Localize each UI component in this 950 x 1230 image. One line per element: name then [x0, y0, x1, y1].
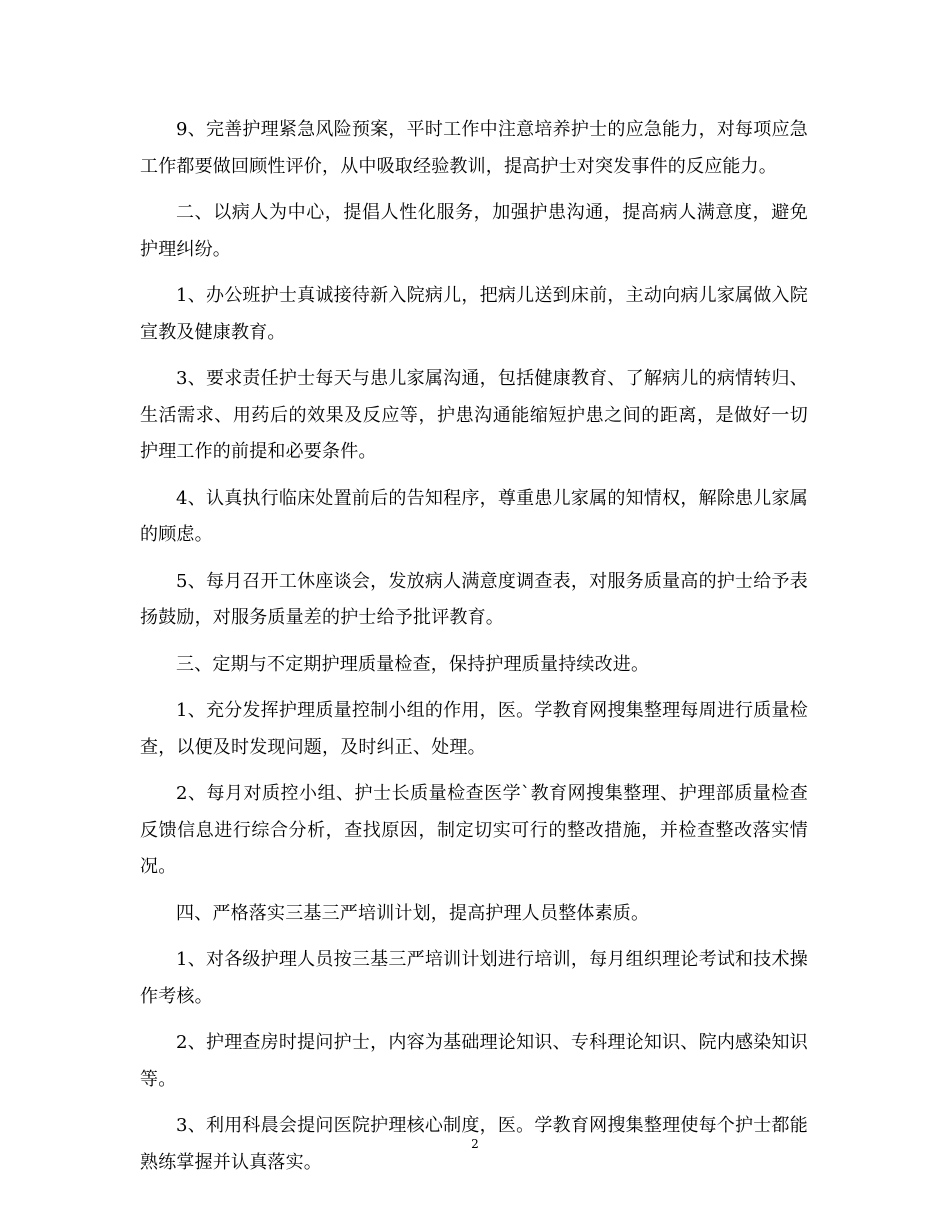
paragraph: 9、完善护理紧急风险预案，平时工作中注意培养护士的应急能力，对每项应急工作都要做回顾性评价，从中吸取经验教训，提高护士对突发事件的反应能力。: [140, 119, 808, 177]
paragraph: 1、办公班护士真诚接待新入院病儿，把病儿送到床前，主动向病儿家属做入院宣教及健康教育。: [140, 285, 808, 343]
section-heading: 三、定期与不定期护理质量检查，保持护理质量持续改进。: [176, 653, 650, 675]
section-heading: 四、严格落实三基三严培训计划，提高护理人员整体素质。: [176, 902, 650, 924]
paragraph: 3、要求责任护士每天与患儿家属沟通，包括健康教育、了解病儿的病情转归、生活需求、用药后的效果及反应等，护患沟通能缩短护患之间的距离，是做好一切护理工作的前提和必要条件。: [140, 368, 808, 462]
paragraph: 4、认真执行临床处置前后的告知程序，尊重患儿家属的知情权，解除患儿家属的顾虑。: [140, 487, 808, 545]
paragraph: 2、每月对质控小组、护士长质量检查医学`教育网搜集整理、护理部质量检查反馈信息进行综合分析，查找原因，制定切实可行的整改措施，并检查整改落实情况。: [140, 783, 808, 877]
page-number: 2: [471, 1137, 479, 1151]
paragraph: 1、对各级护理人员按三基三严培训计划进行培训，每月组织理论考试和技术操作考核。: [140, 949, 808, 1007]
document-body: [140, 112, 808, 1191]
paragraph: 3、利用科晨会提问医院护理核心制度，医。学教育网搜集整理使每个护士都能熟练掌握并认真落实。: [140, 1115, 808, 1173]
paragraph: 2、护理查房时提问护士，内容为基础理论知识、专科理论知识、院内感染知识等。: [140, 1032, 808, 1090]
paragraph: 5、每月召开工休座谈会，发放病人满意度调查表，对服务质量高的护士给予表扬鼓励，对服务质量差的护士给予批评教育。: [140, 570, 808, 628]
section-heading: 二、以病人为中心，提倡人性化服务，加强护患沟通，提高病人满意度，避免护理纠纷。: [140, 202, 808, 260]
paragraph: 1、充分发挥护理质量控制小组的作用，医。学教育网搜集整理每周进行质量检查，以便及时发现问题，及时纠正、处理。: [140, 700, 808, 758]
